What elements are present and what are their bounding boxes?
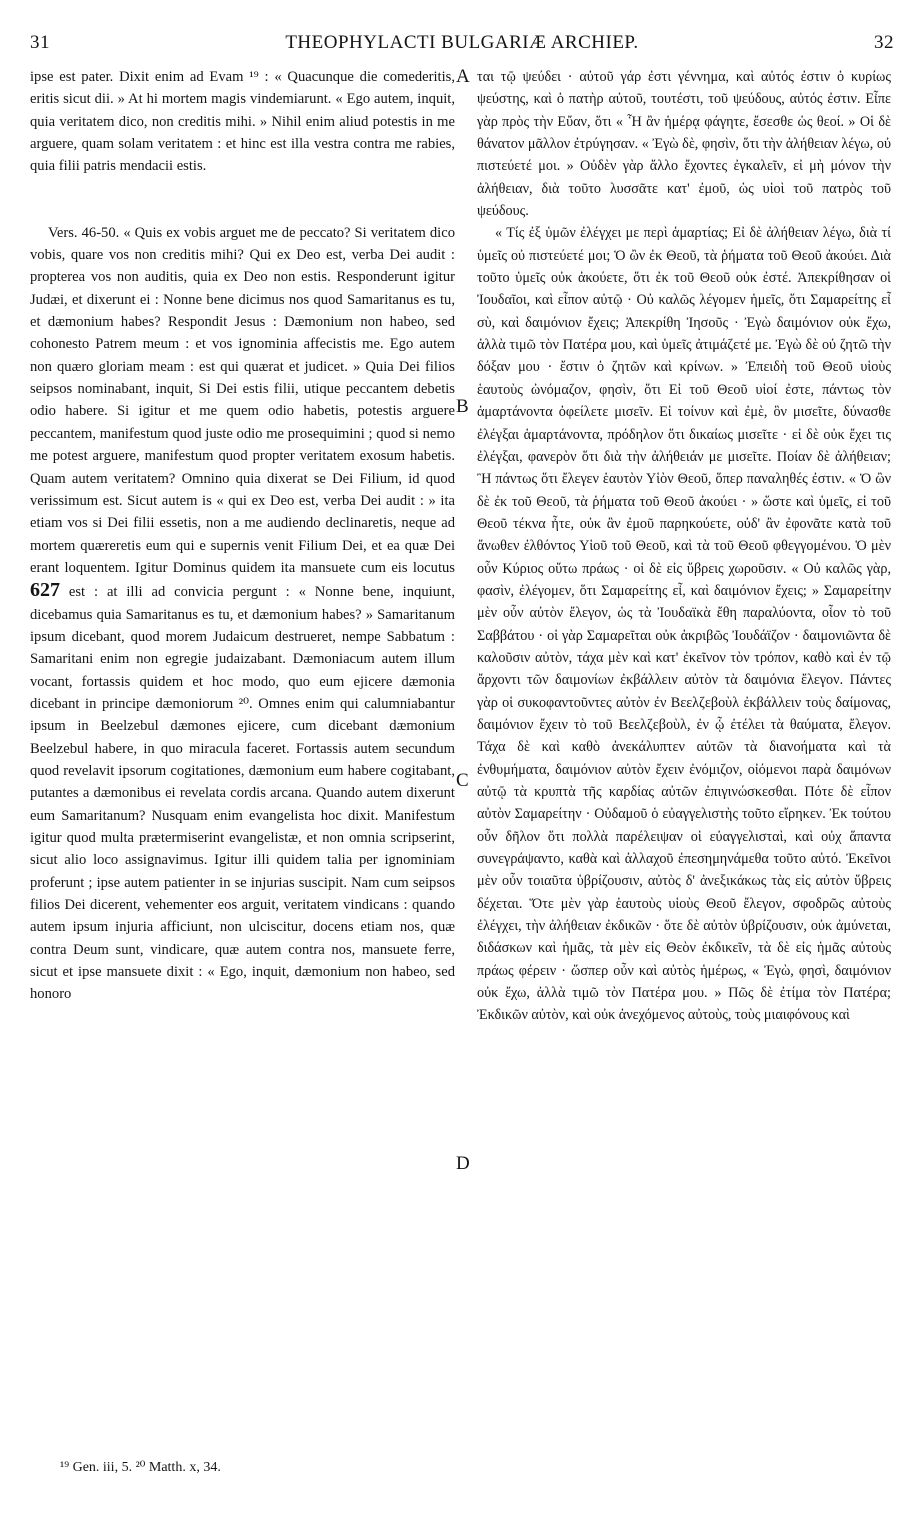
footnotes: ¹⁹ Gen. iii, 5. ²⁰ Matth. x, 34. [60,1460,221,1475]
margin-marker-c: C [456,770,469,791]
greek-paragraph-1: ται τῷ ψεύδει · αὐτοῦ γάρ ἐστι γέννημα, καὶ αὐτός ἐστιν ὁ κυρίως ψεύστης, καὶ ὁ πατὴρ αὐτοῦ, τουτέστι, τοῦ ψεύδους, αὐτός ἐστιν. Εἶπε γὰρ πρὸς τὴν Εὔαν, ὅτι « Ἧ ἂν ἡμέρᾳ φάγητε, ἔσεσθε ὡς θεοί. » Οἱ δὲ θάνατον μᾶλλον ἐτρύγησαν. « Ἐγὼ δὲ, φησὶν, ὅτι τὴν ἀλήθειαν λέγω, οὐ πιστεύετέ μοι. » Οὐδὲν γὰρ ἄλλο ἔχοντες ἐγκαλεῖν, εἰ μὴ μόνον τὴν ἀλήθειαν, διὰ τοῦτο λυσσᾶτε κατ' ἐμοῦ, ὡς υἱοὶ τοῦ πατρὸς τοῦ ψεύδους. [477,69,891,220]
page-number-left: 31 [30,32,50,53]
latin-paragraph-2-part-2: est : at illi ad convicia pergunt : « Nonne bene, inquiunt, dicebamus quia Samaritanus es tu, et dæmonium habes? » Samaritanum ipsum dicebant, quod morem Judaicum destrueret, nempe Sabbatum : Samaritani enim non egregie judaizabant. Dæmoniacum autem illum vocant, fortassis quidem et hoc modo, quo eum ejicere dæmonia dicebant in principe dæmoniorum ²⁰. Omnes enim qui calumniabantur ipsum in Beelzebul dæmones ejicere, cum dicebant dæmonium Beelzebul habere, in quo miracula faceret. Fortassis autem secundum quod revelavit ipsorum cogitationes, dæmonium eum habere cogitabant, putantes a dæmonibus ei revelata cordis arcana. Quando autem dixerunt eum Samaritanum? Nusquam enim evangelista hoc dixit. Manifestum igitur quod multa prætermiserint evangelistæ, et non omnia scripserint, sicut alio loco assignavimus. Igitur illi quidem talia per ignominiam proferunt ; ipse autem patienter in se injurias suscipit. Nam cum seipsos filios Dei dicerent, vehementer eos arguit, veritatem vindicans : quando autem ipsum injuria afficiunt, non ulciscitur, docens etiam nos, quæ contra Deum sunt, vindicare, quæ autem contra nos, mansuete ferre, sicut et ipse mansuete dixit : « Ego, inquit, dæmonium non habeo, sed honoro [30,584,455,1003]
page-number-right: 32 [874,32,894,53]
running-header [30,32,894,60]
column-number: 627 [30,579,60,602]
greek-paragraph-2: « Τίς ἐξ ὑμῶν ἐλέγχει με περὶ ἁμαρτίας; Εἰ δὲ ἀλήθειαν λέγω, διὰ τί ὑμεῖς οὐ πιστεύετέ μοι; Ὁ ὢν ἐκ Θεοῦ, τὰ ῥήματα τοῦ Θεοῦ ἀκούει. Διὰ τοῦτο ὑμεῖς οὐκ ἀκούετε, ὅτι ἐκ τοῦ Θεοῦ οὐκ ἐστέ. Ἀπεκρίθησαν οἱ Ἰουδαῖοι, καὶ εἶπον αὐτῷ · Οὐ καλῶς λέγομεν ἡμεῖς, ὅτι Σαμαρείτης εἶ σὺ, καὶ δαιμόνιον ἔχεις; Ἀπεκρίθη Ἰησοῦς · Ἐγὼ δαιμόνιον οὐκ ἔχω, ἀλλὰ τιμῶ τὸν Πατέρα μου, καὶ ὑμεῖς ἀτιμάζετέ με. Ἐγὼ δὲ οὐ ζητῶ τὴν δόξαν μου · ἔστιν ὁ ζητῶν καὶ κρίνων. » Ἐπειδὴ τοῦ Θεοῦ υἱοὺς ἑαυτοὺς ὠνόμαζον, φησὶν, ὅτι Εἰ τοῦ Θεοῦ υἱοί ἐστε, πάντως τὸν ἁμαρτάνοντα ὀφείλετε μισεῖν. Εἰ τοίνυν καὶ ἐμὲ, ὃν μισεῖτε, δύνασθε ἐλέγξαι ἁμαρτάνοντα, πρόδηλον ὅτι δικαίως μισεῖτε · εἰ δὲ οὐκ ἔχει τις ἐλέγξαι, φανερὸν ὅτι διὰ τὴν ἀλήθειάν με μισεῖτε. Ποίαν δὲ ἀλήθειαν; Ἢ πάντως ὅτι ἔλεγεν ἑαυτὸν Υἱὸν Θεοῦ, ὅπερ παναληθές ἐστιν. « Ὁ ὢν δὲ ἐκ τοῦ Θεοῦ, τὰ ῥήματα τοῦ Θεοῦ ἀκούει · » ὥστε καὶ ὑμεῖς, εἰ τοῦ Θεοῦ τέκνα ἦτε, οὐκ ἂν ἐμοῦ παρηκούετε, οὐδ' ἂν ἐφονᾶτε κατὰ τοῦ ἄνωθεν ἐλθόντος Υἱοῦ τοῦ Θεοῦ, καὶ τὰ τοῦ Θεοῦ φθεγγομένου. Ὁ μὲν οὖν Κύριος οὕτω πράως · οἱ δὲ εἰς ὕβρεις χωροῦσιν. « Οὐ καλῶς γὰρ, φασὶν, ἐλέγομεν, ὅτι Σαμαρείτης εἶ, καὶ δαιμόνιον ἔχεις; » Σαμαρείτην μὲν οὖν αὐτὸν ἔλεγον, ὡς τὰ Ἰουδαϊκὰ ἔθη παραλύοντα, οἷον τὸ τοῦ Σαββάτου · οἱ γὰρ Σαμαρεῖται οὐκ ἀκριβῶς Ἰουδάϊζον · δαιμονιῶντα δὲ καλοῦσιν αὐτὸν, τάχα μὲν καὶ κατ' ἐκεῖνον τὸν τρόπον, καθὸ καὶ ἐν τῷ ἄρχοντι τῶν δαιμονίων ἐκβάλλειν αὐτὸν τὰ δαιμόνια ἔλεγον. Πάντες γὰρ οἱ συκοφαντοῦντες αὐτὸν ἐν Βεελζεβοὺλ ἐκβάλλειν τοὺς δαίμονας, δαιμόνιον ἔχειν τὸ τοῦ Βεελζεβοὺλ, ἐν ᾧ ἐτέλει τὰ θαύματα, ἔλεγον. Τάχα δὲ καὶ καθὸ ἀνεκάλυπτεν αὐτῶν τὰ διανοήματα καὶ τὰ ἐνθυμήματα, δαιμόνιον αὐτὸν ἔχειν ἐνόμιζον, οἰόμενοι παρὰ δαιμόνων αὐτῷ τὰ κρυπτὰ τῆς καρδίας αὐτῶν ἐπιγινώσκεσθαι. Πότε δὲ εἶπον αὐτὸν Σαμαρείτην · Οὐδαμοῦ ὁ εὐαγγελιστὴς τοῦτο εἴρηκεν. Ἐκ τούτου οὖν δῆλον ὅτι πολλὰ παρέλειψαν οἱ εὐαγγελισταὶ, καὶ οὐχ ἅπαντα συνεγράψαντο, καθὰ καὶ ἀλλαχοῦ ἐπεσημηνάμεθα τοῦτο αὐτό. Ἐκεῖνοι μὲν οὖν τοιαῦτα ὑβρίζουσιν, αὐτὸς δ' ἀνεξικάκως τὰς εἰς αὐτὸν ὕβρεις δέχεται. Ὅτε μὲν γὰρ ἑαυτοὺς υἱοὺς Θεοῦ ἔλεγον, σφοδρῶς αὐτοὺς ἐλέγχει, τὴν ἀλήθειαν ἐκδικῶν · ὅτε δὲ αὐτὸν ὑβρίζουσιν, οὐκ ἀμύνεται, διδάσκων καὶ ἡμᾶς, τὰ μὲν εἰς Θεὸν ἐκδικεῖν, τὰ δὲ εἰς ἡμᾶς αὐτοὺς πράως φέρειν · ὥσπερ οὖν καὶ αὐτὸς ἡμέρως, « Ἐγὼ, φησὶ, δαιμόνιον οὐκ ἔχω, ἀλλὰ τιμῶ τὸν Πατέρα μου. » Πῶς δὲ ἐτίμα τὸν Πατέρα; Ἐκδικῶν αὐτὸν, καὶ οὐκ ἀνεχόμενος αὐτοὺς, τοὺς μιαιφόνους καὶ [477,225,891,1024]
latin-column [30,66,455,1006]
latin-paragraph-2-part-1: Vers. 46-50. « Quis ex vobis arguet me de peccato? Si veritatem dico vobis, quare vos non creditis mihi? Qui ex Deo est, verba Dei audit : propterea vos non auditis, quia ex Deo non estis. Responderunt igitur Judæi, et dixerunt ei : Nonne bene dicimus nos quod Samaritanus es tu, et dæmonium habes? Respondit Jesus : Dæmonium non habeo, sed cohonesto Patrem meum : et vos ignominia affecistis me. Ego autem non quæro gloriam meam : est qui quærat et judicet. » Quia Dei filios seipsos nominabant, inquit, Si Dei estis filii, utique peccantem debetis odio habere. Si igitur et me quem odio habetis, potestis arguere peccantem, manifestum quod juste odio me prosequimini ; quod si nemo me potest arguere, manifestum quod propter veritatem exosum habetis. Quam autem veritatem? Omnino quia dixerat se Dei Filium, id quod verissimum est. Sicut autem is « qui ex Deo est, verba Dei audit : » ita etiam vos si Dei filii essetis, non a me audiendo declinaretis, neque ad mortem quæreretis eum qui e supernis venit Filium Dei, et ea quæ Dei erant loquentem. Igitur Dominus quidem ita mansuete cum eis locutus [30,224,455,576]
greek-column [477,66,891,1027]
paragraph-gap [30,178,455,222]
latin-paragraph-2 [30,222,455,1006]
margin-marker-d: D [456,1153,470,1174]
latin-paragraph-1: ipse est pater. Dixit enim ad Evam ¹⁹ : « Quacunque die comederitis, eritis sicut dii. » At hi mortem magis vindemiarunt. « Ego autem, inquit, quia veritatem dico, non creditis mihi. » Nihil enim aliud potestis in me arguere, quam solam veritatem : et hinc est illa vestra contra me rabies, quia filii patris mendacii estis. [30,69,455,175]
margin-marker-b: B [456,396,469,417]
running-title: THEOPHYLACTI BULGARIÆ ARCHIEP. [285,32,639,53]
margin-marker-a: A [456,66,470,87]
